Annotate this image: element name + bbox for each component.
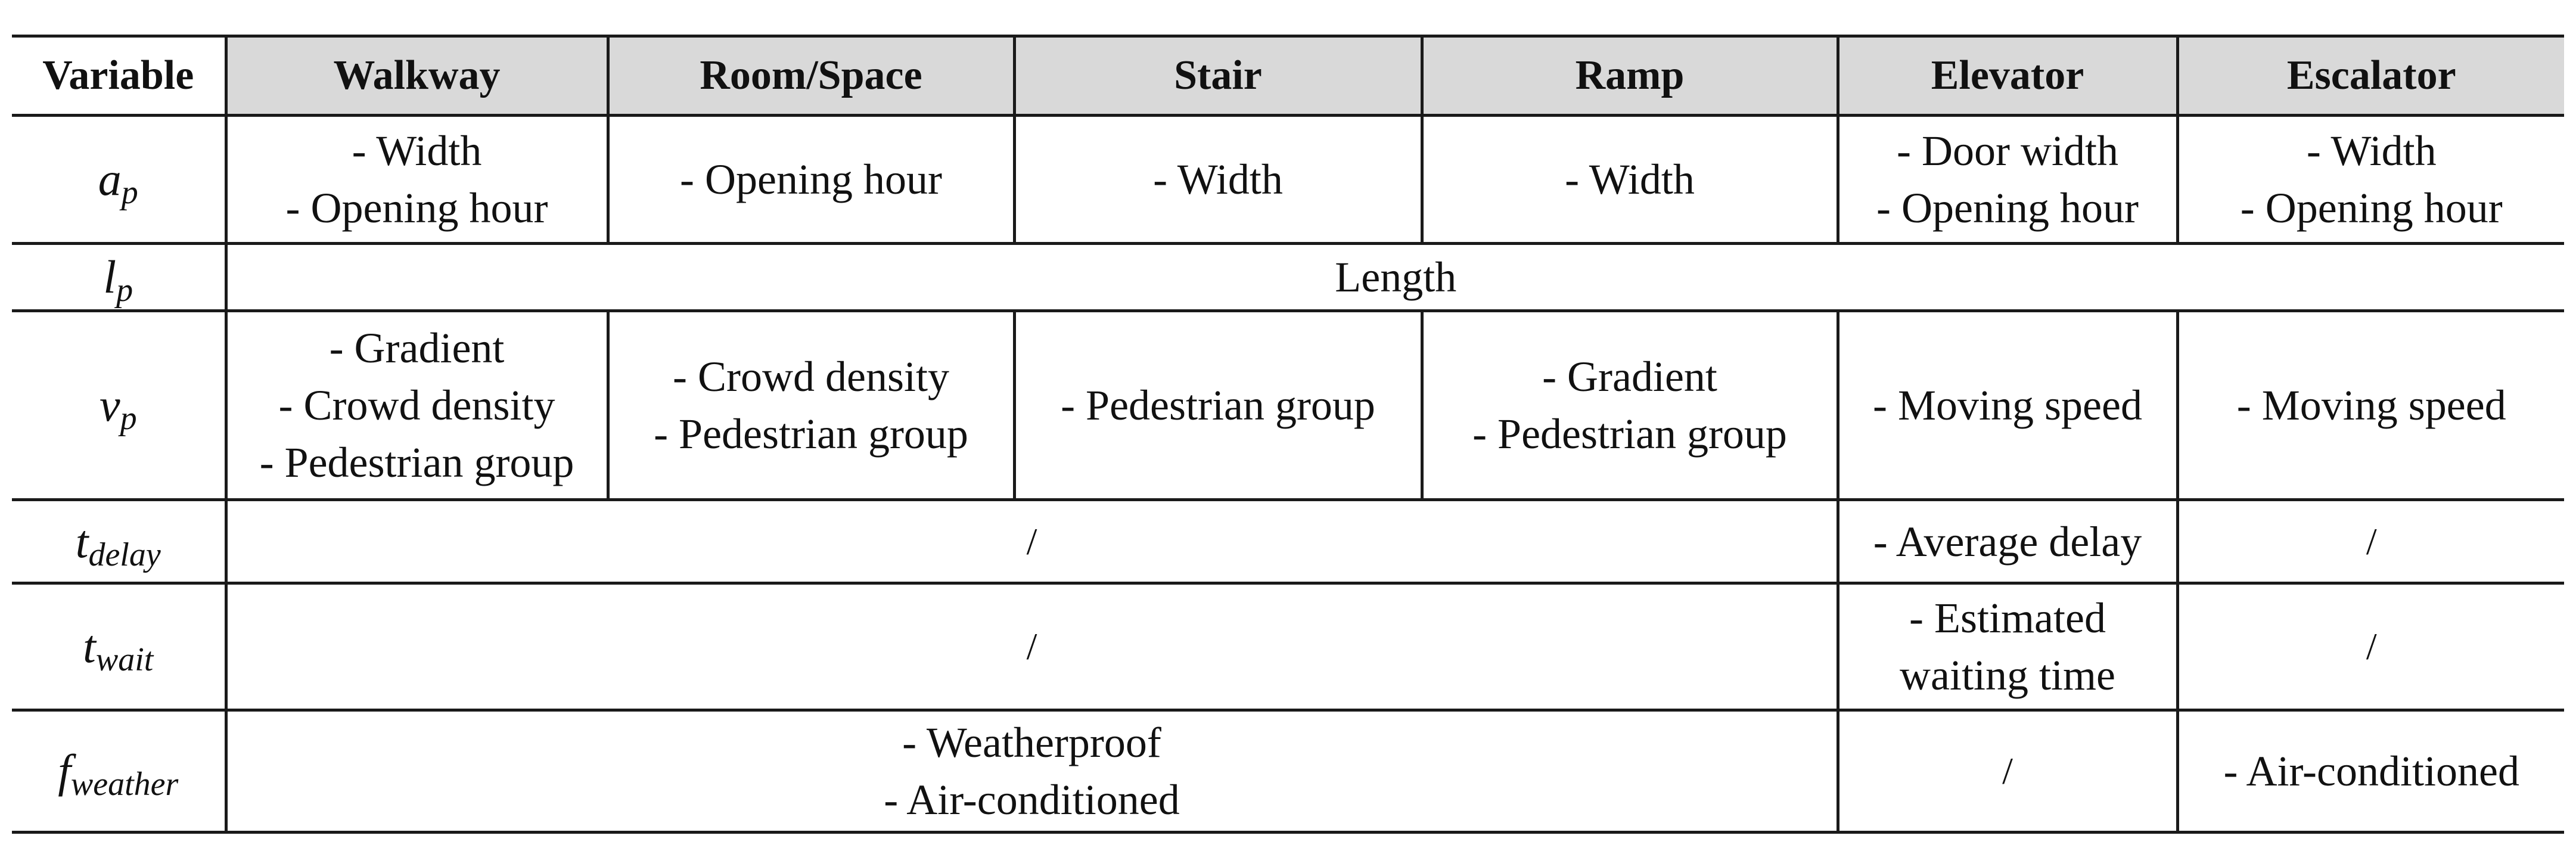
variable-a-p [12, 116, 226, 244]
variable-symbol: l [103, 251, 117, 303]
cell-line: - Estimated [1909, 594, 2106, 642]
cell-line: - Average delay [1873, 517, 2142, 566]
table-row-v-p [12, 311, 2564, 500]
cell-t-delay-walkway-to-ramp: / [226, 500, 1838, 583]
cell-line: - Pedestrian group [259, 439, 574, 486]
variable-subscript: delay [88, 536, 161, 573]
cell-line: - Moving speed [2236, 381, 2506, 429]
header-stair: Stair [1014, 36, 1422, 116]
cell-line: - Gradient [1542, 353, 1717, 400]
cell-line: - Width [352, 127, 482, 175]
cell-f-weather-elevator: / [1838, 710, 2177, 833]
cell-v-p-escalator [2177, 311, 2564, 500]
header-escalator: Escalator [2177, 36, 2564, 116]
cell-v-p-elevator [1838, 311, 2177, 500]
cell-f-weather-walkway-to-ramp [226, 710, 1838, 833]
cell-t-delay-elevator [1838, 500, 2177, 583]
variables-table [12, 35, 2564, 834]
table-row-t-wait [12, 583, 2564, 710]
header-row [12, 36, 2564, 116]
cell-line: - Air-conditioned [884, 776, 1180, 824]
cell-line: - Crowd density [673, 353, 949, 400]
header-elevator: Elevator [1838, 36, 2177, 116]
variable-subscript: p [121, 174, 138, 211]
variable-v-p [12, 311, 226, 500]
cell-line: - Width [1565, 156, 1695, 203]
cell-line: - Opening hour [1876, 184, 2139, 232]
cell-t-delay-escalator: / [2177, 500, 2564, 583]
variable-t-wait [12, 583, 226, 710]
variable-symbol: a [98, 153, 122, 205]
table-row-a-p [12, 116, 2564, 244]
cell-f-weather-escalator [2177, 710, 2564, 833]
cell-t-wait-elevator [1838, 583, 2177, 710]
header-ramp: Ramp [1422, 36, 1838, 116]
cell-l-p-all: Length [226, 244, 2564, 311]
cell-a-p-walkway [226, 116, 608, 244]
table-row-t-delay [12, 500, 2564, 583]
cell-line: - Moving speed [1873, 381, 2142, 429]
variable-t-delay [12, 500, 226, 583]
cell-v-p-ramp [1422, 311, 1838, 500]
cell-t-wait-escalator: / [2177, 583, 2564, 710]
cell-line: - Pedestrian group [1472, 410, 1787, 458]
variable-symbol: t [83, 620, 96, 672]
variable-subscript: p [116, 272, 133, 309]
cell-line: - Crowd density [278, 381, 555, 429]
cell-line: - Weatherproof [902, 719, 1161, 766]
variable-subscript: p [120, 400, 137, 437]
cell-line: waiting time [1900, 651, 2115, 699]
cell-a-p-elevator [1838, 116, 2177, 244]
header-variable: Variable [12, 36, 226, 116]
cell-line: - Pedestrian group [1061, 381, 1375, 429]
header-room-space: Room/Space [608, 36, 1014, 116]
cell-line: - Gradient [329, 324, 505, 372]
cell-line: - Opening hour [680, 156, 942, 203]
cell-a-p-escalator [2177, 116, 2564, 244]
header-walkway: Walkway [226, 36, 608, 116]
cell-line: - Air-conditioned [2223, 747, 2519, 795]
variable-subscript: wait [95, 641, 154, 678]
variable-symbol: t [75, 515, 89, 567]
variable-symbol: v [99, 379, 120, 431]
cell-line: - Opening hour [2240, 184, 2503, 232]
variable-l-p [12, 244, 226, 311]
variable-symbol: f [58, 745, 71, 797]
cell-a-p-room-space [608, 116, 1014, 244]
cell-v-p-stair [1014, 311, 1422, 500]
cell-line: - Width [1153, 156, 1283, 203]
cell-line: - Pedestrian group [654, 410, 968, 458]
variable-f-weather [12, 710, 226, 833]
cell-line: - Width [2306, 127, 2437, 175]
table-row-l-p [12, 244, 2564, 311]
cell-t-wait-walkway-to-ramp: / [226, 583, 1838, 710]
variable-subscript: weather [70, 766, 179, 803]
variables-table-container [12, 35, 2564, 834]
cell-v-p-room-space [608, 311, 1014, 500]
cell-v-p-walkway [226, 311, 608, 500]
table-row-f-weather [12, 710, 2564, 833]
cell-a-p-stair [1014, 116, 1422, 244]
cell-line: - Opening hour [285, 184, 548, 232]
cell-a-p-ramp [1422, 116, 1838, 244]
cell-line: - Door width [1897, 127, 2118, 175]
